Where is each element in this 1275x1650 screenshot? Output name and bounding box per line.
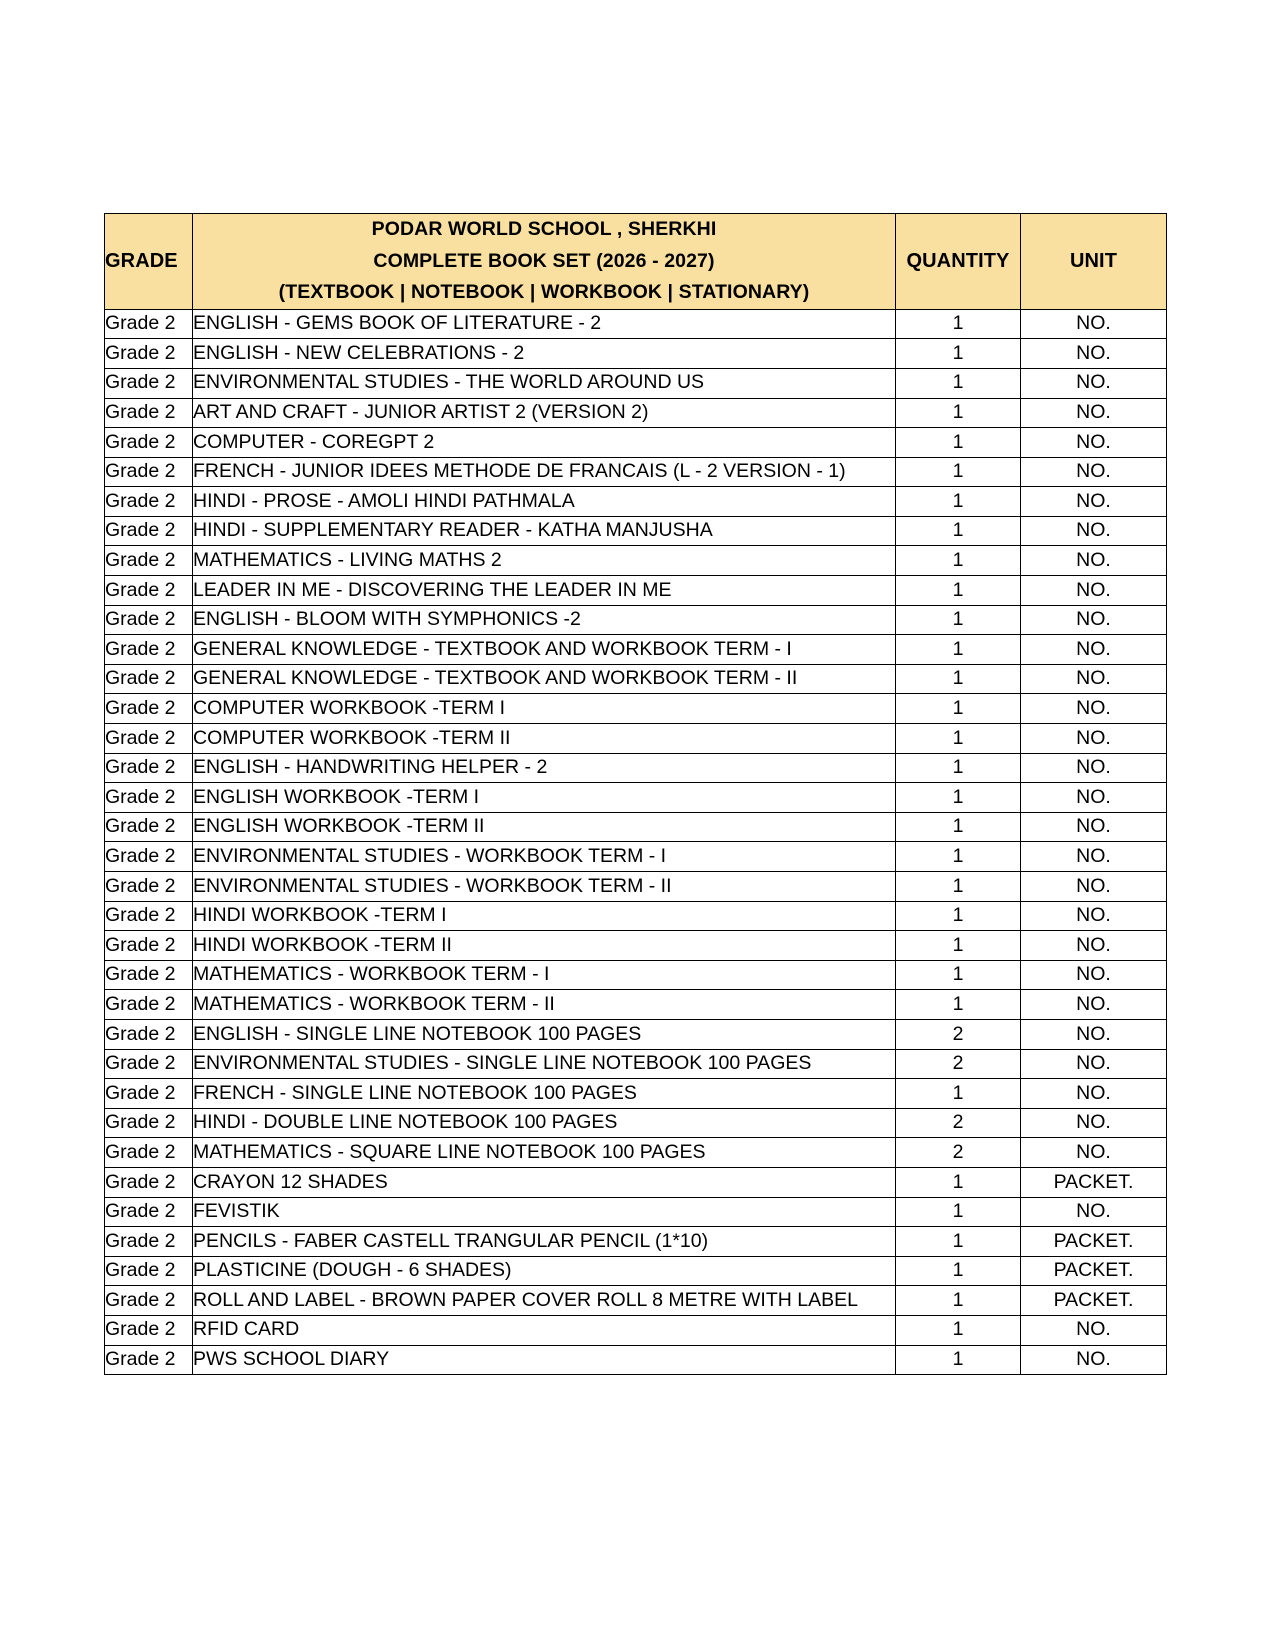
cell-quantity: 1 (896, 842, 1021, 872)
cell-description: ENGLISH WORKBOOK -TERM I (193, 783, 896, 813)
cell-description: ENVIRONMENTAL STUDIES - WORKBOOK TERM - I (193, 842, 896, 872)
cell-quantity: 1 (896, 576, 1021, 606)
cell-grade: Grade 2 (105, 783, 193, 813)
cell-description: COMPUTER WORKBOOK -TERM I (193, 694, 896, 724)
book-set-table (104, 213, 1167, 1375)
table-row (105, 812, 1167, 842)
cell-unit: PACKET. (1021, 1286, 1167, 1316)
cell-quantity: 1 (896, 1345, 1021, 1375)
cell-unit: PACKET. (1021, 1256, 1167, 1286)
cell-quantity: 1 (896, 694, 1021, 724)
cell-description: RFID CARD (193, 1315, 896, 1345)
table-header-row (105, 214, 1167, 310)
cell-description: FRENCH - JUNIOR IDEES METHODE DE FRANCAIS (L - 2 VERSION - 1) (193, 457, 896, 487)
cell-quantity: 1 (896, 960, 1021, 990)
cell-unit: NO. (1021, 694, 1167, 724)
table-row (105, 842, 1167, 872)
cell-description: ENVIRONMENTAL STUDIES - WORKBOOK TERM - II (193, 872, 896, 902)
cell-description: PWS SCHOOL DIARY (193, 1345, 896, 1375)
cell-grade: Grade 2 (105, 812, 193, 842)
cell-unit: NO. (1021, 901, 1167, 931)
cell-unit: NO. (1021, 516, 1167, 546)
cell-unit: NO. (1021, 1079, 1167, 1109)
table-row (105, 1197, 1167, 1227)
cell-unit: NO. (1021, 872, 1167, 902)
cell-unit: NO. (1021, 1049, 1167, 1079)
cell-grade: Grade 2 (105, 931, 193, 961)
cell-description: CRAYON 12 SHADES (193, 1167, 896, 1197)
cell-unit: NO. (1021, 1197, 1167, 1227)
cell-grade: Grade 2 (105, 457, 193, 487)
table-row (105, 694, 1167, 724)
cell-description: HINDI - DOUBLE LINE NOTEBOOK 100 PAGES (193, 1108, 896, 1138)
cell-unit: NO. (1021, 428, 1167, 458)
cell-grade: Grade 2 (105, 694, 193, 724)
cell-description: ENGLISH - HANDWRITING HELPER - 2 (193, 753, 896, 783)
cell-description: PENCILS - FABER CASTELL TRANGULAR PENCIL (1*10) (193, 1227, 896, 1257)
cell-grade: Grade 2 (105, 1079, 193, 1109)
cell-unit: PACKET. (1021, 1167, 1167, 1197)
table-row (105, 1108, 1167, 1138)
table-row (105, 546, 1167, 576)
cell-unit: NO. (1021, 960, 1167, 990)
table-row (105, 872, 1167, 902)
table-row (105, 1345, 1167, 1375)
cell-quantity: 1 (896, 428, 1021, 458)
cell-quantity: 1 (896, 487, 1021, 517)
cell-grade: Grade 2 (105, 1345, 193, 1375)
cell-description: MATHEMATICS - WORKBOOK TERM - I (193, 960, 896, 990)
cell-description: ENVIRONMENTAL STUDIES - SINGLE LINE NOTEBOOK 100 PAGES (193, 1049, 896, 1079)
cell-quantity: 1 (896, 753, 1021, 783)
cell-quantity: 1 (896, 1286, 1021, 1316)
cell-quantity: 1 (896, 724, 1021, 754)
table-row (105, 368, 1167, 398)
table-row (105, 1256, 1167, 1286)
table-row (105, 931, 1167, 961)
cell-quantity: 2 (896, 1138, 1021, 1168)
cell-unit: NO. (1021, 339, 1167, 369)
cell-quantity: 1 (896, 931, 1021, 961)
cell-description: FRENCH - SINGLE LINE NOTEBOOK 100 PAGES (193, 1079, 896, 1109)
school-name: PODAR WORLD SCHOOL , SHERKHI (371, 218, 717, 240)
cell-unit: NO. (1021, 990, 1167, 1020)
cell-grade: Grade 2 (105, 428, 193, 458)
table-row (105, 428, 1167, 458)
cell-quantity: 1 (896, 664, 1021, 694)
cell-description: COMPUTER WORKBOOK -TERM II (193, 724, 896, 754)
cell-grade: Grade 2 (105, 1197, 193, 1227)
table-row (105, 724, 1167, 754)
table-row (105, 664, 1167, 694)
cell-description: MATHEMATICS - LIVING MATHS 2 (193, 546, 896, 576)
table-row (105, 960, 1167, 990)
cell-grade: Grade 2 (105, 339, 193, 369)
table-row (105, 1286, 1167, 1316)
cell-description: COMPUTER - COREGPT 2 (193, 428, 896, 458)
table-row (105, 1315, 1167, 1345)
cell-quantity: 1 (896, 1256, 1021, 1286)
cell-grade: Grade 2 (105, 1315, 193, 1345)
cell-description: ART AND CRAFT - JUNIOR ARTIST 2 (VERSION 2) (193, 398, 896, 428)
cell-description: MATHEMATICS - SQUARE LINE NOTEBOOK 100 PAGES (193, 1138, 896, 1168)
cell-unit: NO. (1021, 576, 1167, 606)
cell-grade: Grade 2 (105, 1167, 193, 1197)
cell-unit: NO. (1021, 1315, 1167, 1345)
cell-grade: Grade 2 (105, 664, 193, 694)
cell-grade: Grade 2 (105, 487, 193, 517)
cell-description: MATHEMATICS - WORKBOOK TERM - II (193, 990, 896, 1020)
cell-description: ENGLISH - NEW CELEBRATIONS - 2 (193, 339, 896, 369)
column-header-grade: GRADE (105, 214, 193, 310)
cell-quantity: 1 (896, 398, 1021, 428)
cell-unit: NO. (1021, 753, 1167, 783)
table-row (105, 783, 1167, 813)
cell-unit: NO. (1021, 1345, 1167, 1375)
cell-unit: NO. (1021, 931, 1167, 961)
column-header-quantity: QUANTITY (896, 214, 1021, 310)
cell-quantity: 1 (896, 309, 1021, 339)
table-row (105, 1138, 1167, 1168)
cell-grade: Grade 2 (105, 1286, 193, 1316)
cell-unit: NO. (1021, 812, 1167, 842)
table-row (105, 990, 1167, 1020)
cell-description: HINDI WORKBOOK -TERM I (193, 901, 896, 931)
table-header (105, 214, 1167, 310)
cell-grade: Grade 2 (105, 1138, 193, 1168)
cell-grade: Grade 2 (105, 1256, 193, 1286)
table-row (105, 398, 1167, 428)
cell-grade: Grade 2 (105, 635, 193, 665)
cell-quantity: 1 (896, 1197, 1021, 1227)
cell-description: PLASTICINE (DOUGH - 6 SHADES) (193, 1256, 896, 1286)
cell-description: HINDI - PROSE - AMOLI HINDI PATHMALA (193, 487, 896, 517)
cell-unit: NO. (1021, 724, 1167, 754)
cell-grade: Grade 2 (105, 605, 193, 635)
cell-quantity: 1 (896, 339, 1021, 369)
cell-unit: NO. (1021, 487, 1167, 517)
cell-description: HINDI - SUPPLEMENTARY READER - KATHA MANJUSHA (193, 516, 896, 546)
book-set-session: COMPLETE BOOK SET (2026 - 2027) (373, 249, 715, 272)
cell-grade: Grade 2 (105, 842, 193, 872)
cell-unit: NO. (1021, 635, 1167, 665)
cell-grade: Grade 2 (105, 309, 193, 339)
cell-unit: PACKET. (1021, 1227, 1167, 1257)
cell-quantity: 1 (896, 990, 1021, 1020)
cell-description: ENGLISH - SINGLE LINE NOTEBOOK 100 PAGES (193, 1019, 896, 1049)
table-row (105, 901, 1167, 931)
cell-grade: Grade 2 (105, 1049, 193, 1079)
cell-grade: Grade 2 (105, 724, 193, 754)
cell-grade: Grade 2 (105, 1227, 193, 1257)
column-header-title (193, 214, 896, 310)
cell-grade: Grade 2 (105, 398, 193, 428)
cell-unit: NO. (1021, 546, 1167, 576)
cell-quantity: 2 (896, 1108, 1021, 1138)
cell-unit: NO. (1021, 457, 1167, 487)
cell-description: ROLL AND LABEL - BROWN PAPER COVER ROLL 8 METRE WITH LABEL (193, 1286, 896, 1316)
cell-unit: NO. (1021, 398, 1167, 428)
cell-grade: Grade 2 (105, 872, 193, 902)
cell-grade: Grade 2 (105, 516, 193, 546)
table-row (105, 1079, 1167, 1109)
cell-unit: NO. (1021, 1138, 1167, 1168)
table-row (105, 605, 1167, 635)
cell-description: ENVIRONMENTAL STUDIES - THE WORLD AROUND US (193, 368, 896, 398)
table-row (105, 516, 1167, 546)
cell-unit: NO. (1021, 368, 1167, 398)
cell-quantity: 1 (896, 635, 1021, 665)
cell-quantity: 1 (896, 783, 1021, 813)
table-row (105, 487, 1167, 517)
cell-quantity: 1 (896, 546, 1021, 576)
cell-quantity: 1 (896, 1079, 1021, 1109)
cell-quantity: 1 (896, 605, 1021, 635)
cell-grade: Grade 2 (105, 901, 193, 931)
cell-grade: Grade 2 (105, 368, 193, 398)
cell-quantity: 1 (896, 457, 1021, 487)
cell-unit: NO. (1021, 309, 1167, 339)
book-set-categories: (TEXTBOOK | NOTEBOOK | WORKBOOK | STATIONARY) (278, 281, 810, 304)
cell-unit: NO. (1021, 664, 1167, 694)
book-set-table-container (104, 213, 1166, 1375)
cell-quantity: 1 (896, 516, 1021, 546)
table-row (105, 339, 1167, 369)
cell-unit: NO. (1021, 605, 1167, 635)
table-row (105, 1167, 1167, 1197)
cell-quantity: 1 (896, 1227, 1021, 1257)
cell-quantity: 1 (896, 872, 1021, 902)
table-row (105, 1227, 1167, 1257)
cell-grade: Grade 2 (105, 960, 193, 990)
table-row (105, 1019, 1167, 1049)
table-row (105, 635, 1167, 665)
cell-description: GENERAL KNOWLEDGE - TEXTBOOK AND WORKBOOK TERM - I (193, 635, 896, 665)
cell-quantity: 1 (896, 812, 1021, 842)
cell-unit: NO. (1021, 842, 1167, 872)
cell-description: LEADER IN ME - DISCOVERING THE LEADER IN ME (193, 576, 896, 606)
cell-quantity: 2 (896, 1019, 1021, 1049)
cell-quantity: 1 (896, 1167, 1021, 1197)
cell-grade: Grade 2 (105, 753, 193, 783)
cell-description: ENGLISH WORKBOOK -TERM II (193, 812, 896, 842)
cell-unit: NO. (1021, 1019, 1167, 1049)
cell-unit: NO. (1021, 1108, 1167, 1138)
cell-description: GENERAL KNOWLEDGE - TEXTBOOK AND WORKBOOK TERM - II (193, 664, 896, 694)
cell-quantity: 1 (896, 901, 1021, 931)
table-row (105, 457, 1167, 487)
cell-quantity: 1 (896, 1315, 1021, 1345)
cell-description: ENGLISH - GEMS BOOK OF LITERATURE - 2 (193, 309, 896, 339)
cell-grade: Grade 2 (105, 990, 193, 1020)
column-header-unit: UNIT (1021, 214, 1167, 310)
table-row (105, 309, 1167, 339)
cell-grade: Grade 2 (105, 576, 193, 606)
cell-grade: Grade 2 (105, 1019, 193, 1049)
cell-description: ENGLISH - BLOOM WITH SYMPHONICS -2 (193, 605, 896, 635)
table-row (105, 753, 1167, 783)
cell-description: FEVISTIK (193, 1197, 896, 1227)
cell-quantity: 1 (896, 368, 1021, 398)
cell-description: HINDI WORKBOOK -TERM II (193, 931, 896, 961)
cell-grade: Grade 2 (105, 546, 193, 576)
cell-grade: Grade 2 (105, 1108, 193, 1138)
table-row (105, 576, 1167, 606)
table-row (105, 1049, 1167, 1079)
cell-unit: NO. (1021, 783, 1167, 813)
cell-quantity: 2 (896, 1049, 1021, 1079)
table-body (105, 309, 1167, 1374)
